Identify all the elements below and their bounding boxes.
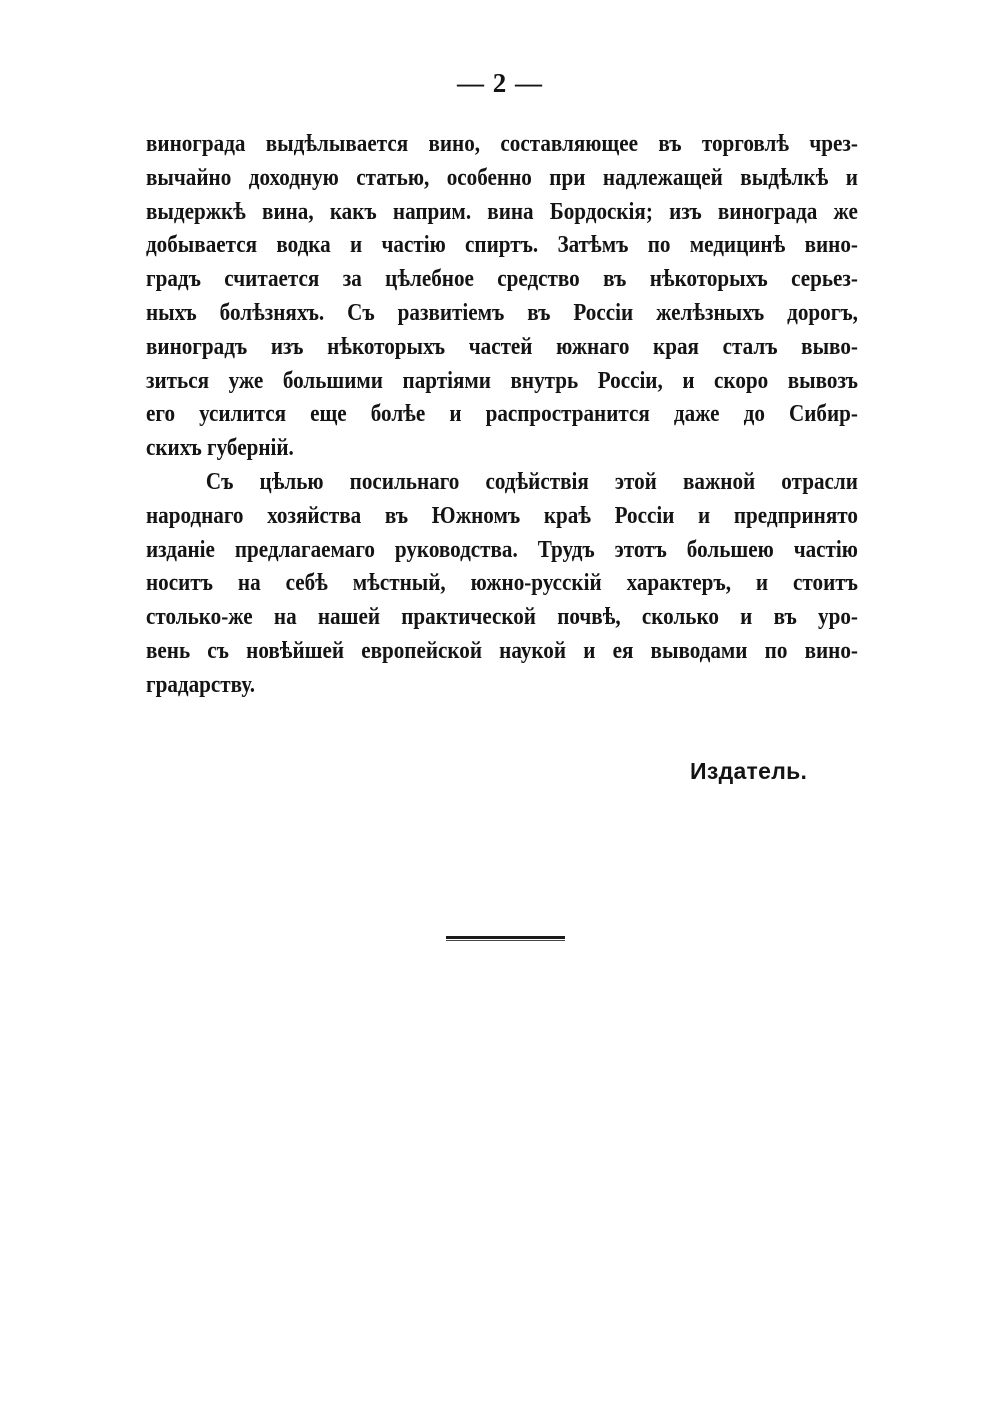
paragraph-2 (146, 466, 858, 703)
text-line: винограда выдѣлывается вино, составляющее въ торговлѣ чрез- (146, 131, 858, 157)
text-line: добывается водка и частію спиртъ. Затѣмъ по медицинѣ вино- (146, 232, 858, 259)
text-line: носитъ на себѣ мѣстный, южно-русскій характеръ, и стоитъ (146, 570, 858, 597)
text-line: Съ цѣлью посильнаго содѣйствія этой важной отрасли (205, 469, 858, 495)
decorative-rule (446, 936, 565, 942)
paragraph-1 (146, 128, 858, 466)
text-line: народнаго хозяйства въ Южномъ краѣ Россіи и предпринято (146, 502, 858, 529)
text-line: скихъ губерній. (146, 435, 294, 462)
text-line: зиться уже большими партіями внутрь Россіи, и скоро вывозъ (146, 367, 858, 394)
text-line: вычайно доходную статью, особенно при надлежащей выдѣлкѣ и (146, 164, 858, 191)
text-line: виноградъ изъ нѣкоторыхъ частей южнаго края сталъ выво- (146, 333, 858, 360)
text-line: вень съ новѣйшей европейской наукой и ея выводами по вино- (146, 637, 858, 664)
text-line: градъ считается за цѣлебное средство въ нѣкоторыхъ серьез- (146, 266, 858, 293)
text-line: его усилится еще болѣе и распространится даже до Сибир- (146, 401, 858, 428)
text-line: выдержкѣ вина, какъ наприм. вина Бордоскія; изъ винограда же (146, 198, 858, 225)
page-number: — 2 — (457, 68, 543, 98)
text-line: градарству. (146, 671, 256, 698)
text-line: ныхъ болѣзняхъ. Съ развитіемъ въ Россіи желѣзныхъ дорогъ, (146, 299, 858, 326)
text-line: изданіе предлагаемаго руководства. Трудъ этотъ большею частію (146, 536, 858, 563)
signature: Издатель. (690, 758, 808, 784)
text-line: столько-же на нашей практической почвѣ, сколько и въ уро- (146, 604, 858, 631)
